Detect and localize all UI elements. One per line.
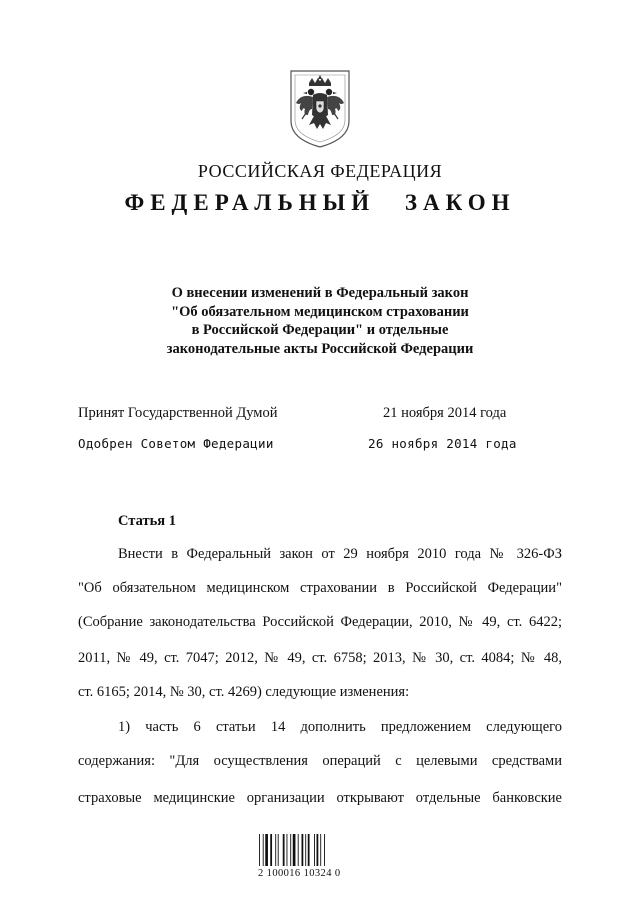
article-text-line: страховые медицинские организации открывают отдельные банковские — [78, 790, 562, 806]
coat-of-arms-emblem — [287, 69, 353, 149]
article-text-line: (Собрание законодательства Российской Федерации, 2010, № 49, ст. 6422; — [78, 614, 562, 630]
duma-adoption-label: Принят Государственной Думой — [78, 405, 278, 421]
duma-adoption-date: 21 ноября 2014 года — [383, 405, 507, 421]
article-text-line: 2011, № 49, ст. 7047; 2012, № 49, ст. 6758; 2013, № 30, ст. 4084; № 48, — [78, 650, 562, 666]
council-approval-label: Одобрен Советом Федерации — [78, 436, 274, 451]
article-text-line: ст. 6165; 2014, № 30, ст. 4269) следующие изменения: — [78, 684, 410, 700]
article-text-line: 1) часть 6 статьи 14 дополнить предложением следующего — [118, 719, 562, 735]
law-title-line: законодательные акты Российской Федерации — [166, 340, 474, 357]
country-name: РОССИЙСКАЯ ФЕДЕРАЦИЯ — [197, 161, 443, 181]
barcode-image — [258, 834, 348, 866]
law-title-line: "Об обязательном медицинском страховании — [171, 303, 469, 320]
article-text-line: "Об обязательном медицинском страховании в Российской Федерации" — [78, 580, 562, 596]
article-text-line: Внести в Федеральный закон от 29 ноября 2010 года № 326-ФЗ — [118, 546, 562, 562]
council-approval-date: 26 ноября 2014 года — [368, 436, 517, 451]
law-title-line: О внесении изменений в Федеральный закон — [171, 285, 469, 301]
document-type: ФЕДЕРАЛЬНЫЙ ЗАКОН — [124, 190, 516, 215]
document-footer — [258, 834, 348, 884]
law-title — [120, 284, 520, 358]
article-heading: Статья 1 — [118, 513, 176, 529]
article-text-line: содержания: "Для осуществления операций с целевыми средствами — [78, 753, 562, 769]
barcode-number: 2 100016 10324 0 — [258, 868, 341, 879]
law-title-line: в Российской Федерации" и отдельные — [191, 322, 449, 338]
